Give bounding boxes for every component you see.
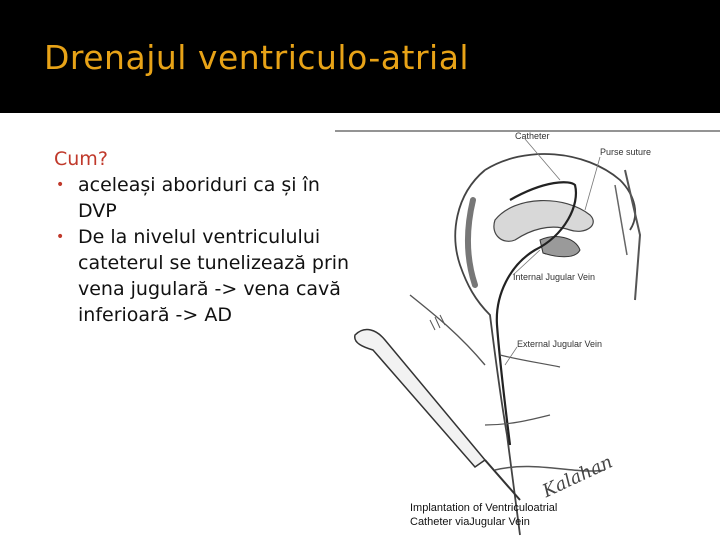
bullet-icon: • [56,229,65,245]
medical-illustration [335,125,720,540]
bullet-item [54,224,354,328]
title-bar [0,0,720,113]
content-heading: Cum? [54,148,108,170]
neck-muscle-icon [468,200,475,285]
bullet-text: De la nivelul ventriculului cateterul se tunelizează prin vena jugulară -> vena cavă inferioară -> AD [78,226,350,326]
slide-content [54,146,354,328]
scalpel-handle-icon [485,460,520,500]
bullet-icon: • [56,177,65,193]
bullet-list [54,172,354,328]
illustration-svg [335,125,720,540]
ventricle-dark-icon [540,237,580,257]
label-external-jugular: External Jugular Vein [517,339,603,349]
figure-caption-line2: Catheter viaJugular Vein [410,516,530,528]
label-catheter: Catheter [515,131,550,141]
vein-icon [485,415,550,425]
figure-caption-line1: Implantation of Ventriculoatrial [410,502,558,514]
signature: Kalahan [539,451,616,503]
label-internal-jugular: Internal Jugular Vein [513,272,596,282]
shading-icon [615,185,627,255]
label-pointer [585,157,600,210]
ventricle-icon [494,201,593,242]
scalpel-icon [355,330,485,467]
bullet-text: aceleași aboriduri ca și în DVP [78,174,320,222]
vein-icon [500,355,560,367]
label-purse-suture: Purse suture [600,147,652,157]
neck-contour-icon [410,295,485,365]
bullet-item [54,172,354,224]
label-pointer [525,139,560,180]
slide-title: Drenajul ventriculo-atrial [44,38,470,77]
